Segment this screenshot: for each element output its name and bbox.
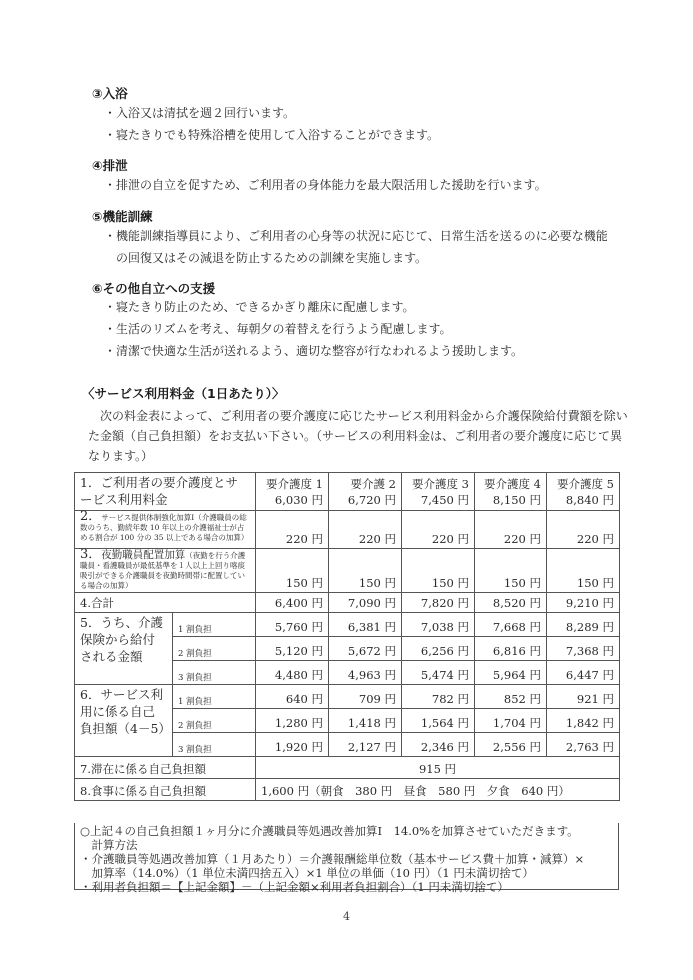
- cell-value: 1,920 円: [256, 733, 329, 757]
- row-stay-self-pay: [75, 757, 620, 779]
- cell-value: 6,447 円: [547, 661, 620, 685]
- level-price: 6,030 円: [274, 493, 323, 507]
- level-price: 7,450 円: [420, 493, 469, 507]
- cell-value: 2,127 円: [329, 733, 402, 757]
- cell-value: 7,038 円: [402, 613, 475, 637]
- row-total: [75, 593, 620, 613]
- calculation-notes: [74, 823, 619, 894]
- cell-value: 8,289 円: [547, 613, 620, 637]
- burden-ratio-label: 1 割負担: [173, 613, 256, 637]
- cell-value: 4,963 円: [329, 661, 402, 685]
- fee-intro: 次の料金表によって、ご利用者の要介護度に応じたサービス利用料金から介護保険給付費額を除いた金額（自己負担額）をお支払い下さい。（サービスの利用料金は、ご利用者の要介護度に応じて異なります。）: [88, 409, 628, 463]
- row-meal-self-pay: [75, 779, 620, 801]
- burden-ratio-label: 2 割負担: [173, 709, 256, 733]
- cell-value: 2,763 円: [547, 733, 620, 757]
- cell-value: 1,418 円: [329, 709, 402, 733]
- cell-value: 915 円: [256, 757, 620, 779]
- level-label: 要介護 2: [350, 477, 396, 491]
- row-label: 1．ご利用者の要介護度とサービス利用料金: [75, 473, 256, 511]
- cell-value: 1,564 円: [402, 709, 475, 733]
- cell-value: 6,381 円: [329, 613, 402, 637]
- level-price: 6,720 円: [347, 493, 396, 507]
- cell-value: 9,210 円: [547, 593, 620, 613]
- cell-value: 220 円: [256, 511, 329, 549]
- bullet-text: の回復又はその減退を防止するための訓練を実施します。: [104, 251, 428, 265]
- cell-value: 220 円: [329, 511, 402, 549]
- page-number: 4: [343, 910, 350, 923]
- cell-value: 7,090 円: [329, 593, 402, 613]
- cell-value: 1,704 円: [475, 709, 547, 733]
- cell-value: 150 円: [329, 549, 402, 593]
- cell-value: 5,474 円: [402, 661, 475, 685]
- cell-value: 8,520 円: [475, 593, 547, 613]
- bullet-text: ・排泄の自立を促すため、ご利用者の身体能力を最大限活用した援助を行います。: [104, 178, 547, 192]
- cell-value: 921 円: [547, 685, 620, 709]
- level-label: 要介護度 4: [484, 477, 541, 491]
- cell-value: 220 円: [475, 511, 547, 549]
- bullet-text: ・寝たきり防止のため、できるかぎり離床に配慮します。: [104, 300, 415, 314]
- section-title-excretion: ④排泄: [92, 158, 128, 173]
- row-care-level-fees: [75, 473, 620, 511]
- care-level-5: [547, 473, 620, 511]
- cell-value: 150 円: [547, 549, 620, 593]
- cell-value: 220 円: [547, 511, 620, 549]
- cell-value: 220 円: [402, 511, 475, 549]
- level-price: 8,150 円: [492, 493, 541, 507]
- cell-value: 6,816 円: [475, 637, 547, 661]
- row-number: 2．: [80, 509, 102, 524]
- level-label: 要介護度 3: [412, 477, 469, 491]
- note-line: ○上記４の自己負担額１ヶ月分に介護職員等処遇改善加算Ⅰ 14.0%を加算させていただきます。: [80, 824, 579, 838]
- row-label: 4.合計: [75, 593, 256, 613]
- level-label: 要介護度 1: [266, 477, 323, 491]
- cell-value: 4,480 円: [256, 661, 329, 685]
- cell-value: 1,600 円（朝食 380 円 昼食 580 円 夕食 640 円）: [256, 779, 620, 801]
- section-title-training: ⑤機能訓練: [92, 209, 153, 224]
- level-label: 要介護度 5: [557, 477, 614, 491]
- burden-ratio-label: 2 割負担: [173, 637, 256, 661]
- bullet-text: ・生活のリズムを考え、毎朝夕の着替えを行うよう配慮します。: [104, 322, 452, 336]
- row-label-text: 夜勤職員配置加算: [101, 549, 186, 561]
- row-insurance-benefit-1: [75, 613, 620, 637]
- cell-value: 852 円: [475, 685, 547, 709]
- section-title-bathing: ③入浴: [92, 86, 128, 101]
- row-label-text: サービス提供体制強化加算Ⅰ（介護職員の総数のうち、勤続年数 10 年以上の介護福祉士が占める割合が 100 分の 35 以上である場合の加算）: [80, 513, 249, 542]
- row-service-system-addition: [75, 511, 620, 549]
- row-self-pay-1: [75, 685, 620, 709]
- row-number: 3．: [80, 547, 102, 562]
- level-price: 8,840 円: [565, 493, 614, 507]
- cell-value: 1,842 円: [547, 709, 620, 733]
- row-label: 7.滞在に係る自己負担額: [75, 757, 256, 779]
- cell-value: 6,400 円: [256, 593, 329, 613]
- cell-value: 5,672 円: [329, 637, 402, 661]
- note-line: 加算率（14.0%）（1 単位未満四捨五入）×1 単位の単価（10 円）（1 円未満切捨て）: [80, 866, 534, 880]
- row-label: 8.食事に係る自己負担額: [75, 779, 256, 801]
- care-level-2: [329, 473, 402, 511]
- cell-value: 5,120 円: [256, 637, 329, 661]
- cell-value: 6,256 円: [402, 637, 475, 661]
- bullet-text: ・入浴又は清拭を週２回行います。: [104, 106, 296, 120]
- fee-heading: 〈サービス利用料金（1日あたり）〉: [82, 386, 285, 401]
- cell-value: 150 円: [475, 549, 547, 593]
- note-line: ・介護職員等処遇改善加算（１月あたり）＝介護報酬総単位数（基本サービス費＋加算・減算）×: [80, 852, 585, 866]
- cell-value: 7,820 円: [402, 593, 475, 613]
- cell-value: 150 円: [256, 549, 329, 593]
- burden-ratio-label: 3 割負担: [173, 733, 256, 757]
- row-label: [75, 549, 256, 593]
- cell-value: 640 円: [256, 685, 329, 709]
- note-line: 計算方法: [80, 838, 138, 852]
- cell-value: 7,668 円: [475, 613, 547, 637]
- burden-ratio-label: 1 割負担: [173, 685, 256, 709]
- section-title-independence: ⑥その他自立への支援: [92, 281, 216, 296]
- note-line: ・利用者負担額＝【上記金額】－（上記金額×利用者負担割合）（1 円未満切捨て）: [80, 880, 509, 894]
- row-label: 5．うち、介護保険から給付される金額: [75, 613, 173, 685]
- fee-table: [74, 472, 620, 801]
- cell-value: 150 円: [402, 549, 475, 593]
- row-label: [75, 511, 256, 549]
- bullet-text: ・寝たきりでも特殊浴槽を使用して入浴することができます。: [104, 128, 440, 142]
- cell-value: 7,368 円: [547, 637, 620, 661]
- care-level-4: [475, 473, 547, 511]
- bullet-text: ・清潔で快適な生活が送れるよう、適切な整容が行なわれるよう援助します。: [104, 344, 524, 358]
- cell-value: 2,346 円: [402, 733, 475, 757]
- cell-value: 1,280 円: [256, 709, 329, 733]
- cell-value: 709 円: [329, 685, 402, 709]
- burden-ratio-label: 3 割負担: [173, 661, 256, 685]
- bullet-text: ・機能訓練指導員により、ご利用者の心身等の状況に応じて、日常生活を送るのに必要な機能: [104, 229, 608, 243]
- cell-value: 782 円: [402, 685, 475, 709]
- row-label: 6．サービス利用に係る自己負担額（4－5）: [75, 685, 173, 757]
- cell-value: 5,760 円: [256, 613, 329, 637]
- care-level-1: [256, 473, 329, 511]
- row-night-staff-addition: [75, 549, 620, 593]
- cell-value: 2,556 円: [475, 733, 547, 757]
- row-label-note: （夜勤を行う介護職員・看護職員が最低基準を１人以上上回り喀痰吸引ができる介護職員を夜勤時間帯に配置している場合の加算）: [80, 551, 246, 590]
- cell-value: 5,964 円: [475, 661, 547, 685]
- care-level-3: [402, 473, 475, 511]
